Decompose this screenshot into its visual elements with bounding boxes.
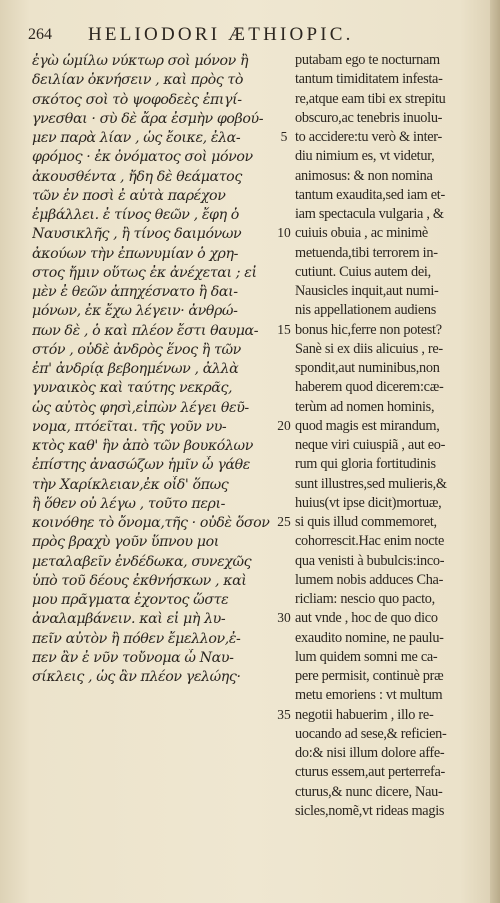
latin-text-line: lum quidem somni me ca- [295,648,438,665]
greek-text-line: γνεσθαι · σὺ δὲ ἄρα ἐσμὴν φοβού- [32,110,264,127]
latin-text-line: nis appellationem audiens [295,302,436,319]
latin-text-line: sicles,nomẽ,vt rideas magis [295,802,445,819]
margin-line-number: 35 [277,706,291,722]
latin-text-line: cturus essem,aut perterrefa- [295,764,445,781]
latin-text-line: putabam ego te nocturnam [295,52,440,68]
margin-line-number: 10 [277,225,291,241]
page-header [0,24,500,50]
latin-text-line: re,atque eam tibi ex strepitu [295,90,446,107]
greek-text-line: σίκλεις , ὡς ἂν πλέον γελώης· [32,669,241,685]
latin-text-line: rum qui gloria fortitudinis [295,456,436,473]
latin-text-line: cturus,& nunc dicere, Nau- [295,783,443,800]
greek-text-line: νομα, πτόεῖται. τῆς γοῦν νυ- [32,418,227,435]
greek-text-line: ἐμβάλλει. ἐ τίνος θεῶν , ἔφη ὁ [32,207,239,223]
latin-text-line: obscuro,ac tenebris inuolu- [295,109,443,126]
greek-text-line: μόνων, ἐκ ἔχω λέγειν· ἀνθρώ- [32,303,238,320]
greek-text-line: τὴν Χαρίκλειαν,ἐκ οἶδ' ὅπως [32,476,229,493]
greek-text-line: τῶν ἐν ποσὶ ἐ αὐτὰ παρέχον [32,187,226,204]
latin-text-line: animosus: & non nomina [295,167,433,184]
margin-line-number: 30 [277,610,291,626]
greek-text-line: πεῖν αὐτὸν ἢ πόθεν ἔμελλον,ἐ- [32,630,241,647]
latin-text-line: sunt illustres,sed mulieris,& [295,475,447,492]
greek-text-line: ὡς αὐτὸς φησὶ,εἰπὼν λέγει θεῦ- [32,399,249,416]
latin-text-line: ricliam: nescio quo pacto, [295,591,435,607]
latin-text-line: spondit,aut numinibus,non [295,360,440,376]
latin-text-line: cuiuis obuia , ac minimè [295,225,428,242]
greek-text-line: φρόμος · ἐκ ὀνόματος σοὶ μόνον [32,149,253,166]
latin-text-line: negotii habuerim , illo re- [295,706,434,723]
latin-text-column [295,51,493,821]
latin-text-line: metuenda,tibi terrorem in- [295,244,438,261]
latin-text-line: qua venisti à bubulcis:inco- [295,552,445,569]
latin-text-line: Sanè si ex diis alicuius , re- [295,340,443,357]
latin-text-line: to accidere:tu verò & inter- [295,129,442,145]
greek-text-line: γυναικὸς καὶ ταύτης νεκρᾶς, [32,380,233,397]
latin-text-line: lumem nobis adduces Cha- [295,571,444,588]
greek-text-line: σκότος σοὶ τὸ ψοφοδεὲς ἐπιγί- [32,91,242,108]
greek-text-line: ἀκούων τὴν ἐπωνυμίαν ὁ χρη- [32,245,238,262]
greek-text-line: ἐπ' ἀνδρίᾳ βεβοημένων , ἀλλὰ [32,361,239,377]
latin-text-line: neque viri cuiuspiã , aut eo- [295,437,446,453]
latin-text-line: si quis illud commemoret, [295,514,437,530]
greek-text-column [32,52,274,687]
greek-text-line: ἢ ὅθεν οὐ λέγω , τοῦτο περι- [32,495,226,512]
greek-text-line: ἐγὼ ὡμίλω νύκτωρ σοὶ μόνον ἢ [32,53,249,69]
margin-line-number: 5 [280,129,288,144]
greek-text-line: μὲν ἐ θεῶν ἀπηχέσνατο ἢ δαι- [32,284,238,300]
latin-text-line: diu nimium es, vt videtur, [295,148,435,165]
latin-text-line: aut vnde , hoc de quo dico [295,610,438,627]
latin-text-line: iam spectacula vulgaria , & [295,206,444,222]
greek-text-line: μεν παρὰ λίαν , ὡς ἔοικε, ἐλα- [32,130,241,146]
greek-text-line: μου πρᾶγματα ἐχοντος ὥστε [32,592,229,608]
margin-line-number: 25 [277,514,291,529]
latin-text-line: terùm ad nomen hominis, [295,398,435,415]
greek-text-line: ἀκουσθέντα , ἤδη δὲ θεάματος [32,168,242,185]
margin-line-number: 15 [277,321,291,337]
latin-text-line: tantum timiditatem infesta- [295,71,443,88]
greek-text-line: κτὸς καθ' ἣν ἀπὸ τῶν βουκόλων [32,438,253,454]
latin-text-line: haberem quod dicerem:cæ- [295,379,444,396]
latin-text-line: uocando ad sese,& reficien- [295,725,447,742]
greek-text-line: Ναυσικλῆς , ἢ τίνος δαιμόνων [32,226,242,243]
greek-text-line: μεταλαβεῖν ἐνδέδωκα, συνεχῶς [32,553,252,570]
greek-text-line: δειλίαν ὀκνήσειν , καὶ πρὸς τὸ [32,72,243,89]
greek-text-line: ἀναλαμβάνειν. καὶ εἰ μὴ λυ- [32,611,226,628]
greek-text-line: πρὸς βραχὺ γοῦν ὕπνου μοι [32,534,219,551]
latin-text-line: do:& nisi illum dolore affe- [295,745,445,761]
greek-text-line: ἐπίστης ἀνασώζων ἡμῖν ὦ γάθε [32,457,250,474]
latin-text-line: tantum exaudita,sed iam et- [295,186,445,203]
margin-line-number: 20 [277,417,291,433]
latin-text-line: cohorrescit.Hac enim nocte [295,533,444,550]
greek-text-line: κοινόθηε τὸ ὄνομα,τῆς · οὐδὲ ὅσον [32,515,270,531]
greek-text-line: πεν ἂν ἐ νῦν τοὔνομα ὦ Ναυ- [32,649,234,666]
greek-text-line: ὑπὸ τοῦ δέους ἐκθνήσκων , καὶ [32,572,247,589]
page-number: 264 [28,26,52,43]
latin-text-line: pere permisit, continuè præ [295,668,444,684]
latin-text-line: huius(vt ipse dicit)mortuæ, [295,494,442,511]
latin-text-line: bonus hic,ferre non potest? [295,321,442,338]
latin-text-line: exaudito nomine, ne paulu- [295,629,444,646]
greek-text-line: στος ἤμιν οὕτως ἐκ ἀνέχεται ; εἰ [32,264,257,281]
latin-text-line: cutiunt. Cuius autem dei, [295,263,431,280]
greek-text-line: πων δὲ , ὁ καὶ πλέον ἔστι θαυμα- [32,322,259,339]
running-title: HELIODORI ÆTHIOPIC. [88,24,354,45]
greek-text-line: στόν , οὐδὲ ἀνδρὸς ἕνος ἢ τῶν [32,341,241,358]
latin-text-line: Nausicles inquit,aut numi- [295,283,439,299]
latin-text-line: metu emoriens : vt multum [295,687,443,704]
latin-text-line: quod magis est mirandum, [295,417,440,434]
